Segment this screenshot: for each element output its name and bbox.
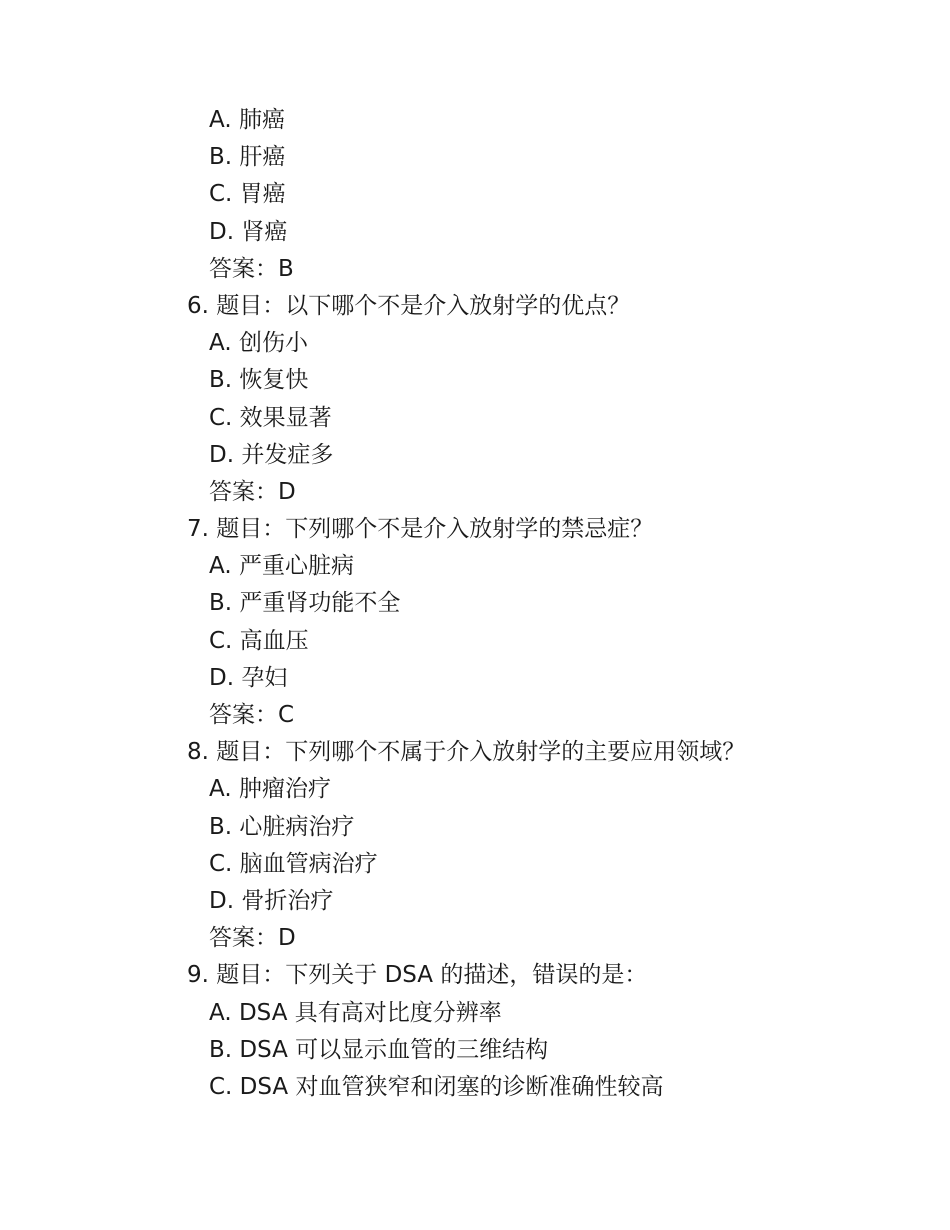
option-b: B. 肝癌 xyxy=(209,144,286,171)
question-stem: 7. 题目：下列哪个不是介入放射学的禁忌症？ xyxy=(187,516,654,543)
question-stem: 8. 题目：下列哪个不属于介入放射学的主要应用领域？ xyxy=(187,739,746,766)
question-stem: 6. 题目：以下哪个不是介入放射学的优点？ xyxy=(187,292,631,319)
option-a: A. 创伤小 xyxy=(209,330,308,357)
option-b: B. DSA 可以显示血管的三维结构 xyxy=(209,1036,549,1063)
option-a: A. 严重心脏病 xyxy=(209,553,354,580)
option-d: D. 肾癌 xyxy=(209,218,288,245)
question-stem: 9. 题目：下列关于 DSA 的描述，错误的是： xyxy=(187,962,648,989)
option-c: C. DSA 对血管狭窄和闭塞的诊断准确性较高 xyxy=(209,1073,664,1100)
option-b: B. 恢复快 xyxy=(209,367,309,394)
option-c: C. 脑血管病治疗 xyxy=(209,850,378,877)
answer-line: 答案：B xyxy=(209,255,294,282)
option-b: B. 严重肾功能不全 xyxy=(209,590,401,617)
option-b: B. 心脏病治疗 xyxy=(209,813,355,840)
answer-line: 答案：D xyxy=(209,478,296,505)
option-d: D. 孕妇 xyxy=(209,664,288,691)
option-c: C. 胃癌 xyxy=(209,181,286,208)
option-c: C. 高血压 xyxy=(209,627,309,654)
option-d: D. 并发症多 xyxy=(209,441,334,468)
option-a: A. 肿瘤治疗 xyxy=(209,776,331,803)
option-c: C. 效果显著 xyxy=(209,404,332,431)
option-a: A. 肺癌 xyxy=(209,107,285,133)
option-d: D. 骨折治疗 xyxy=(209,887,334,914)
answer-line: 答案：C xyxy=(209,702,295,728)
question-list xyxy=(187,102,907,1106)
option-a: A. DSA 具有高对比度分辨率 xyxy=(209,999,502,1026)
answer-line: 答案：D xyxy=(209,925,296,952)
